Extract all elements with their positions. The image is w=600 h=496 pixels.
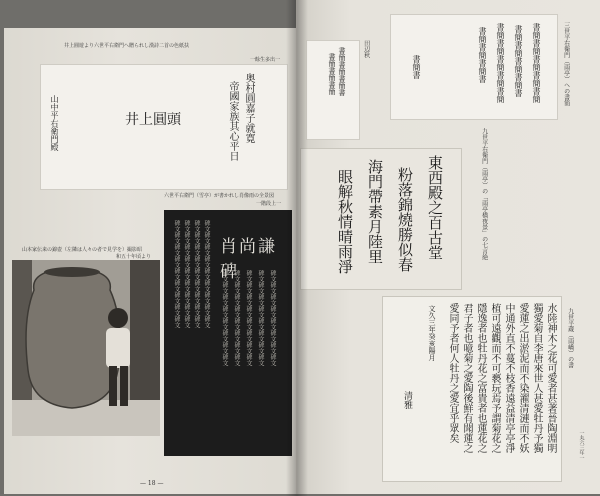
jar-photo [12, 260, 160, 436]
scroll-col-5: 植可遠觀而不可褻玩焉予謂菊花之 [489, 303, 500, 453]
scroll-col-2: 獨愛菊自李唐來世人甚愛牡丹予獨 [531, 303, 542, 453]
letter-right-text: 書簡書簡書簡書簡書 [514, 25, 523, 97]
stele-text-col: 碑文碑文碑文碑文碑文碑文碑文碑文 [245, 270, 252, 366]
scroll-col-6: 隱逸者也牡丹花之富貴者也蓮花之 [475, 303, 486, 453]
top-caption-note: 一餘生多出一 [250, 57, 281, 63]
letter-col-2: 帝國家族其心平日 [227, 81, 238, 161]
stele-text-col: 碑文碑文碑文碑文碑文碑文碑文碑文碑文 [173, 220, 180, 328]
side-caption-1: 三世平右衛門（雨亭）への書簡 [562, 22, 570, 106]
stele-text-col: 碑文碑文碑文碑文碑文碑文碑文碑文 [233, 270, 240, 366]
jar-photo-caption: 山本家伝来の錦壺（左隣は人々の者で見学を）撮影昭 [22, 247, 143, 253]
scroll-col-8: 愛同予者何人牡丹之愛宜乎眾矣 [447, 303, 458, 443]
calligraphy-col-2: 粉落錦燒勝似春 [396, 167, 414, 272]
small-caption: 田辺秋 [362, 40, 370, 58]
jar-photo-image [12, 260, 160, 436]
scroll-seal: 清雅 [402, 391, 412, 409]
letter-side-note: 山中平右衛門殿 [50, 95, 59, 151]
letter-right-text: 書簡書 [412, 55, 421, 79]
calligraphy-col-3: 海門帶素月陸里 [366, 159, 384, 264]
letter-photo-right [390, 14, 558, 120]
calligraphy-col-4: 眼解秋情晴雨淨 [336, 169, 354, 274]
letter-col-1: 奥村圓嘉子就寛 [243, 73, 254, 143]
left-page [4, 28, 296, 494]
stele-text-col: 碑文碑文碑文碑文碑文碑文碑文碑文碑文 [183, 220, 190, 328]
stele-rubbing-photo [164, 210, 292, 456]
scroll-col-1: 水陸神木之花可愛者甚著晉陶淵明 [545, 303, 556, 453]
scroll-col-3: 愛蓮之出淤泥而不染濯清漣而不妖 [517, 303, 528, 453]
letter-signature: 井上圓頭 [125, 112, 181, 128]
top-caption: 井上圓遊より六世平右衛門へ贈られし漢詩二首の色紙扶 [64, 43, 190, 49]
stele-text-col: 碑文碑文碑文碑文碑文碑文碑文碑文碑文 [193, 220, 200, 328]
calligraphy-col-1: 東西殿之百古堂 [426, 155, 444, 260]
scroll-col-4: 中通外直不蔓不枝香遠益清亭亭淨 [503, 303, 514, 453]
side-caption-3-note: 一丸六三年一 [578, 430, 585, 460]
stele-text-col: 碑文碑文碑文碑文碑文碑文碑文碑文 [221, 270, 228, 366]
letter-right-text: 書簡書簡書簡書 [478, 27, 487, 83]
stele-caption-note: 一階段上一 [256, 201, 282, 207]
stele-text-col: 碑文碑文碑文碑文碑文碑文碑文碑文 [257, 270, 264, 366]
small-letter-photo [306, 40, 360, 140]
side-caption-2: 九世平右衛門（雨亭）の「雨亭橋夜景」の七言絶 [480, 128, 488, 260]
letter-photo [40, 64, 288, 190]
page-number: — 18 — [140, 480, 164, 487]
small-letter-text: 書簡書簡書簡 [328, 53, 336, 95]
stele-text-col: 碑文碑文碑文碑文碑文碑文碑文碑文碑文 [203, 220, 210, 328]
scroll-photo [382, 296, 562, 482]
right-page [296, 0, 600, 494]
side-caption-3: 九世平蔵（雨嶠）の書 [566, 308, 574, 368]
scroll-col-7: 君子者也噫菊之愛陶後鮮有聞蓮之 [461, 303, 472, 453]
letter-right-text: 書簡書簡書簡書簡書簡 [496, 23, 505, 103]
letter-right-text: 書簡書簡書簡書簡書簡 [532, 23, 541, 103]
calligraphy-photo [300, 148, 462, 290]
small-letter-text: 書簡書簡書簡書 [338, 47, 346, 96]
stele-caption: 六世平右衛門（雪亭）が書かれし肖像雨の全景図 [164, 193, 275, 199]
stele-title: 肖尚謙碑 [220, 237, 277, 282]
stele-text-col: 碑文碑文碑文碑文碑文碑文碑文碑文 [269, 270, 276, 366]
book-gutter [286, 0, 308, 496]
jar-photo-caption-2: 和五十年頃より [116, 254, 152, 260]
scroll-date: 文久三年癸亥陽月 [428, 305, 436, 361]
